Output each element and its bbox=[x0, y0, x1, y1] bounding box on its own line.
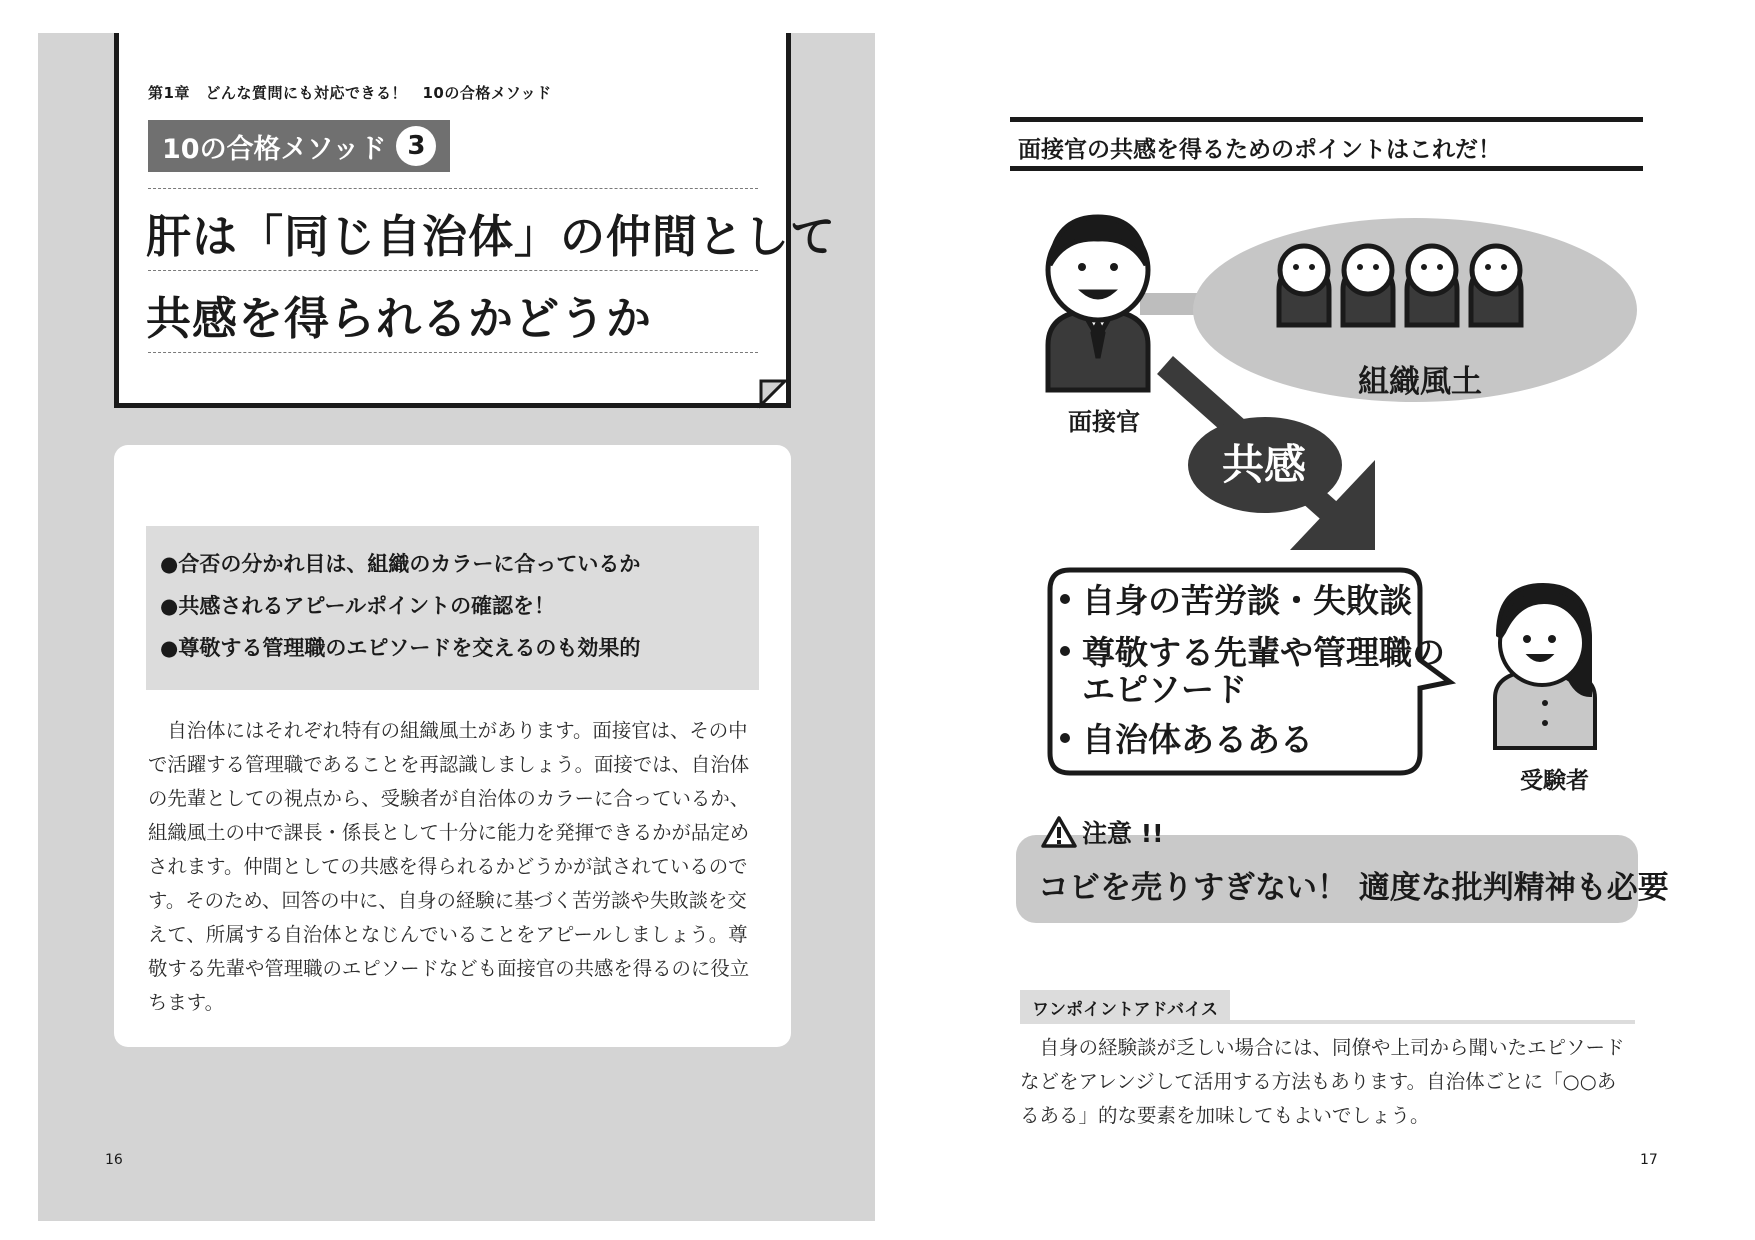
bullet-dot-icon bbox=[1060, 646, 1070, 656]
caution-label: 注意 !! bbox=[1040, 814, 1164, 850]
page-number-right: 17 bbox=[1640, 1152, 1658, 1168]
body-text-line: ちます。 bbox=[148, 991, 225, 1014]
caution-text: コビを売りすぎない！ 適度な批判精神も必要 bbox=[1038, 870, 1669, 906]
dashed-divider bbox=[148, 270, 758, 271]
bubble-item: 自治体あるある bbox=[1060, 723, 1313, 758]
body-text-line: されます。仲間としての共感を得られるかどうかが試されているので bbox=[148, 855, 748, 878]
page-number-left: 16 bbox=[105, 1152, 123, 1168]
dashed-divider bbox=[148, 352, 758, 353]
advice-title: ワンポイントアドバイス bbox=[1020, 990, 1230, 1024]
bubble-item: 自身の苦労談・失敗談 bbox=[1060, 584, 1412, 619]
bubble-item: 尊敬する先輩や管理職の bbox=[1060, 636, 1445, 671]
dashed-divider bbox=[148, 188, 758, 189]
headline-line-1: 肝は「同じ自治体」の仲間として bbox=[146, 210, 837, 263]
summary-item: ●尊敬する管理職のエピソードを交えるのも効果的 bbox=[160, 636, 641, 660]
culture-label: 組織風土 bbox=[1358, 364, 1482, 400]
advice-rule bbox=[1020, 1020, 1635, 1024]
body-text-line: で活躍する管理職であることを再認識しましょう。面接では、自治体 bbox=[148, 753, 750, 776]
method-number-circle: 3 bbox=[396, 126, 436, 166]
advice-text-line: などをアレンジして活用する方法もあります。自治体ごとに「○○あ bbox=[1020, 1070, 1617, 1093]
body-text-line: 自治体にはそれぞれ特有の組織風土があります。面接官は、その中 bbox=[148, 719, 748, 742]
headline-line-2: 共感を得られるかどうか bbox=[146, 292, 653, 345]
advice-text-line: るある」的な要素を加味してもよいでしょう。 bbox=[1020, 1104, 1430, 1127]
method-badge-label: 10の合格メソッド bbox=[162, 133, 387, 165]
warning-triangle-icon bbox=[1040, 815, 1078, 849]
bubble-item-continued: エピソード bbox=[1082, 670, 1247, 709]
heading-rule-top bbox=[1010, 117, 1643, 122]
diagram-heading: 面接官の共感を得るためのポイントはこれだ！ bbox=[1018, 137, 1501, 163]
interviewer-label: 面接官 bbox=[1068, 408, 1140, 436]
chapter-label: 第1章 どんな質問にも対応できる！ 10の合格メソッド bbox=[148, 84, 552, 102]
heading-rule-bottom bbox=[1010, 166, 1643, 171]
body-text-line: 組織風土の中で課長・係長として十分に能力を発揮できるかが品定め bbox=[148, 821, 750, 844]
interviewer-icon bbox=[1048, 217, 1148, 390]
summary-item: ●合否の分かれ目は、組織のカラーに合っているか bbox=[160, 552, 641, 576]
bullet-dot-icon bbox=[1060, 594, 1070, 604]
candidate-icon bbox=[1495, 585, 1595, 748]
corner-fold-decoration bbox=[755, 375, 795, 411]
bullet-dot-icon bbox=[1060, 733, 1070, 743]
method-badge bbox=[148, 120, 450, 172]
body-text-line: 敬する先輩や管理職のエピソードなども面接官の共感を得るのに役立 bbox=[148, 957, 750, 980]
candidate-label: 受験者 bbox=[1520, 768, 1589, 794]
body-text-line: えて、所属する自治体となじんでいることをアピールしましょう。尊 bbox=[148, 923, 748, 946]
body-text-line: す。そのため、回答の中に、自身の経験に基づく苦労談や失敗談を交 bbox=[148, 889, 747, 912]
summary-item: ●共感されるアピールポイントの確認を！ bbox=[160, 594, 556, 618]
advice-text-line: 自身の経験談が乏しい場合には、同僚や上司から聞いたエピソード bbox=[1020, 1036, 1625, 1059]
body-text-line: の先輩としての視点から、受験者が自治体のカラーに合っているか、 bbox=[148, 787, 750, 810]
empathy-label: 共感 bbox=[1222, 440, 1307, 489]
